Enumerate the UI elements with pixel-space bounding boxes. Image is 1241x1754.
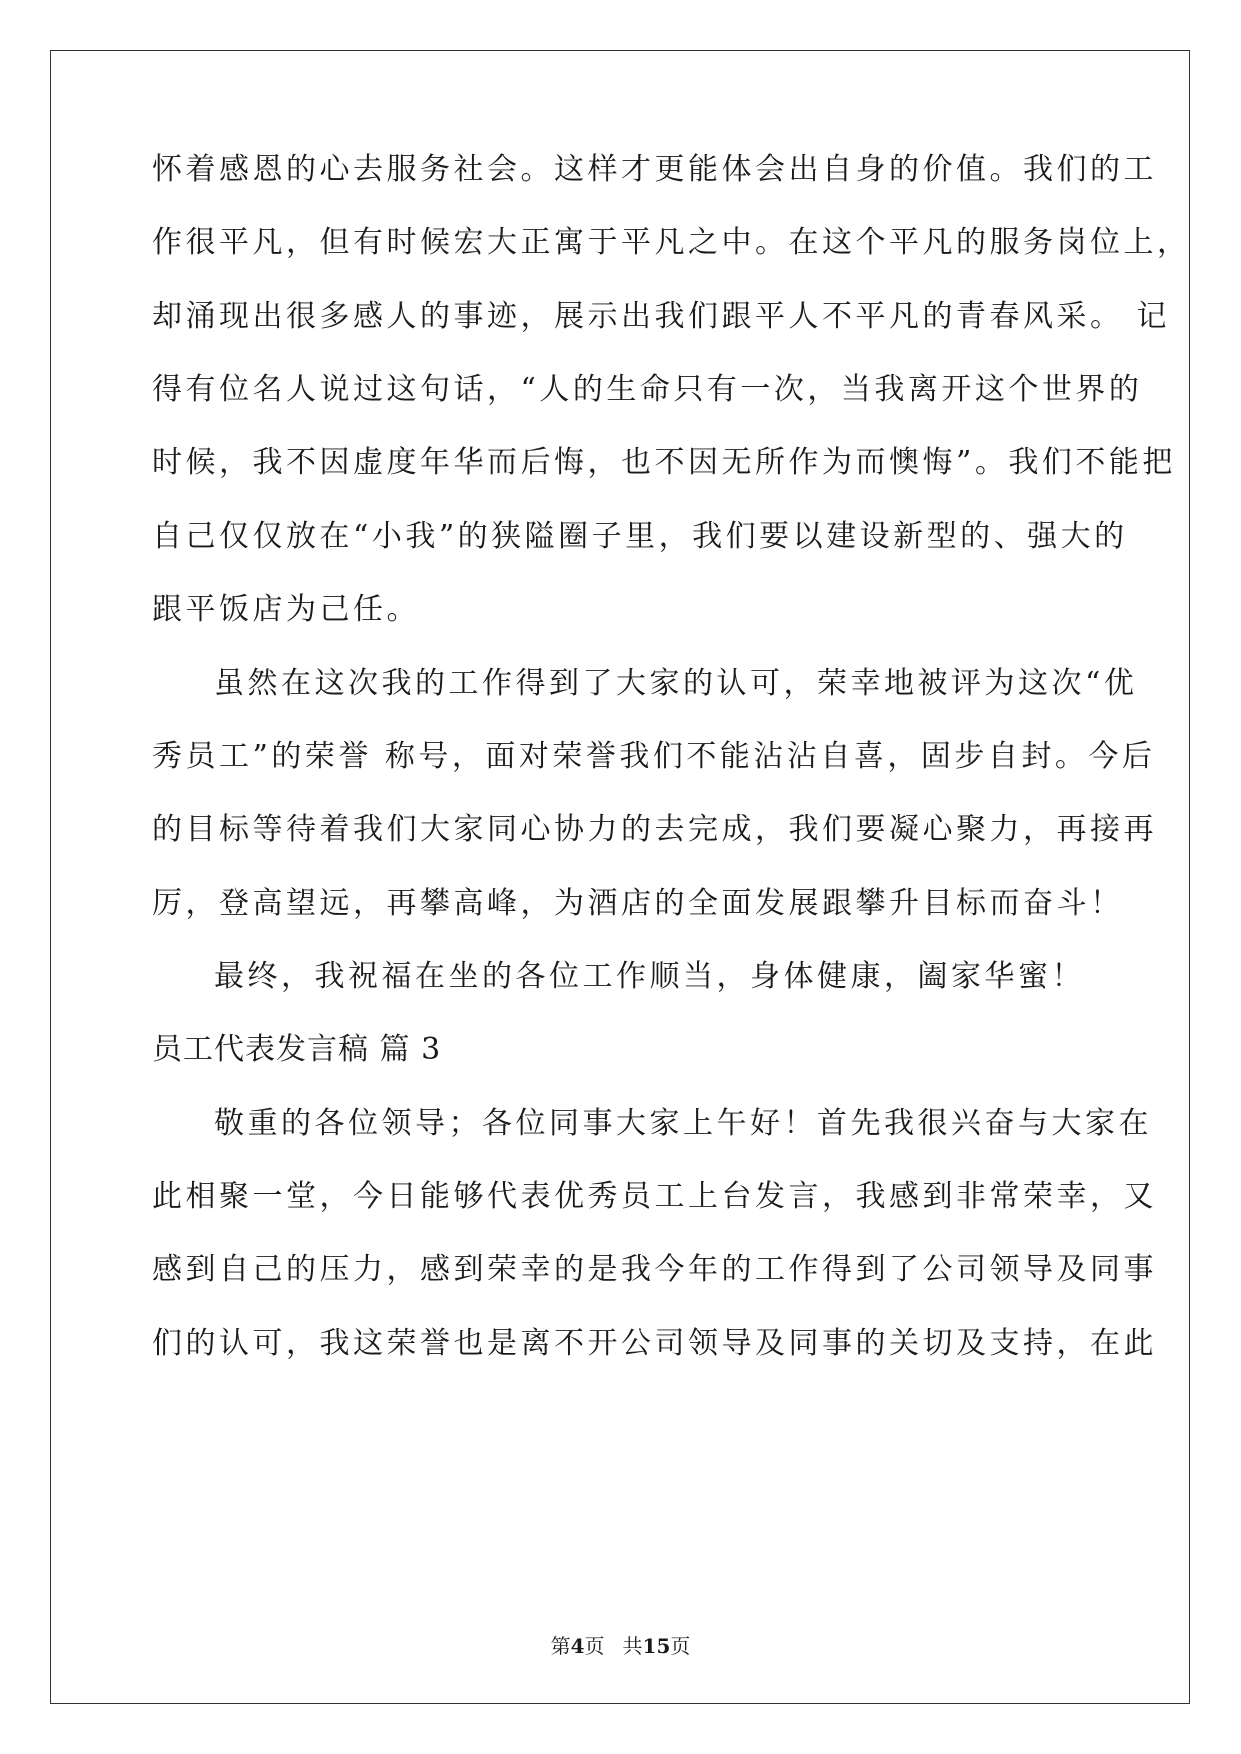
text-line: 厉，登高望远，再攀高峰，为酒店的全面发展跟攀升目标而奋斗！ <box>152 886 1124 921</box>
text-line: 感到自己的压力，感到荣幸的是我今年的工作得到了公司领导及同事 <box>152 1252 1157 1287</box>
text-line: 时候，我不因虚度年华而后悔，也不因无所作为而懊悔”。我们不能把 <box>152 445 1176 480</box>
text-line: 最终，我祝福在坐的各位工作顺当，身体健康，阖家华蜜！ <box>214 959 1085 994</box>
page-number: 4 <box>570 1634 585 1658</box>
section-heading: 员工代表发言稿 篇 3 <box>152 1032 442 1067</box>
page-prefix: 第 <box>550 1634 571 1658</box>
page-footer <box>0 1634 1241 1658</box>
text-line: 怀着感恩的心去服务社会。这样才更能体会出自身的价值。我们的工 <box>152 152 1157 187</box>
page-suffix: 页 <box>584 1634 605 1658</box>
text-line: 作很平凡，但有时候宏大正寓于平凡之中。在这个平凡的服务岗位上， <box>152 225 1191 260</box>
text-line: 虽然在这次我的工作得到了大家的认可，荣幸地被评为这次“优 <box>214 666 1138 701</box>
text-line: 敬重的各位领导；各位同事大家上午好！首先我很兴奋与大家在 <box>214 1106 1152 1141</box>
text-line: 的目标等待着我们大家同心协力的去完成，我们要凝心聚力，再接再 <box>152 812 1157 847</box>
text-line: 秀员工”的荣誉 称号，面对荣誉我们不能沾沾自喜，固步自封。今后 <box>152 739 1156 774</box>
total-pages: 15 <box>642 1634 671 1658</box>
text-line: 跟平饭店为己任。 <box>152 592 420 627</box>
text-line: 却涌现出很多感人的事迹，展示出我们跟平人不平凡的青春风采。 记 <box>152 299 1171 334</box>
text-line: 们的认可，我这荣誉也是离不开公司领导及同事的关切及支持，在此 <box>152 1326 1157 1361</box>
text-line: 自己仅仅放在“小我”的狭隘圈子里，我们要以建设新型的、强大的 <box>152 519 1128 554</box>
total-prefix: 共 <box>622 1634 643 1658</box>
total-suffix: 页 <box>670 1634 691 1658</box>
text-line: 此相聚一堂，今日能够代表优秀员工上台发言，我感到非常荣幸，又 <box>152 1179 1157 1214</box>
text-line: 得有位名人说过这句话，“人的生命只有一次，当我离开这个世界的 <box>152 372 1143 407</box>
